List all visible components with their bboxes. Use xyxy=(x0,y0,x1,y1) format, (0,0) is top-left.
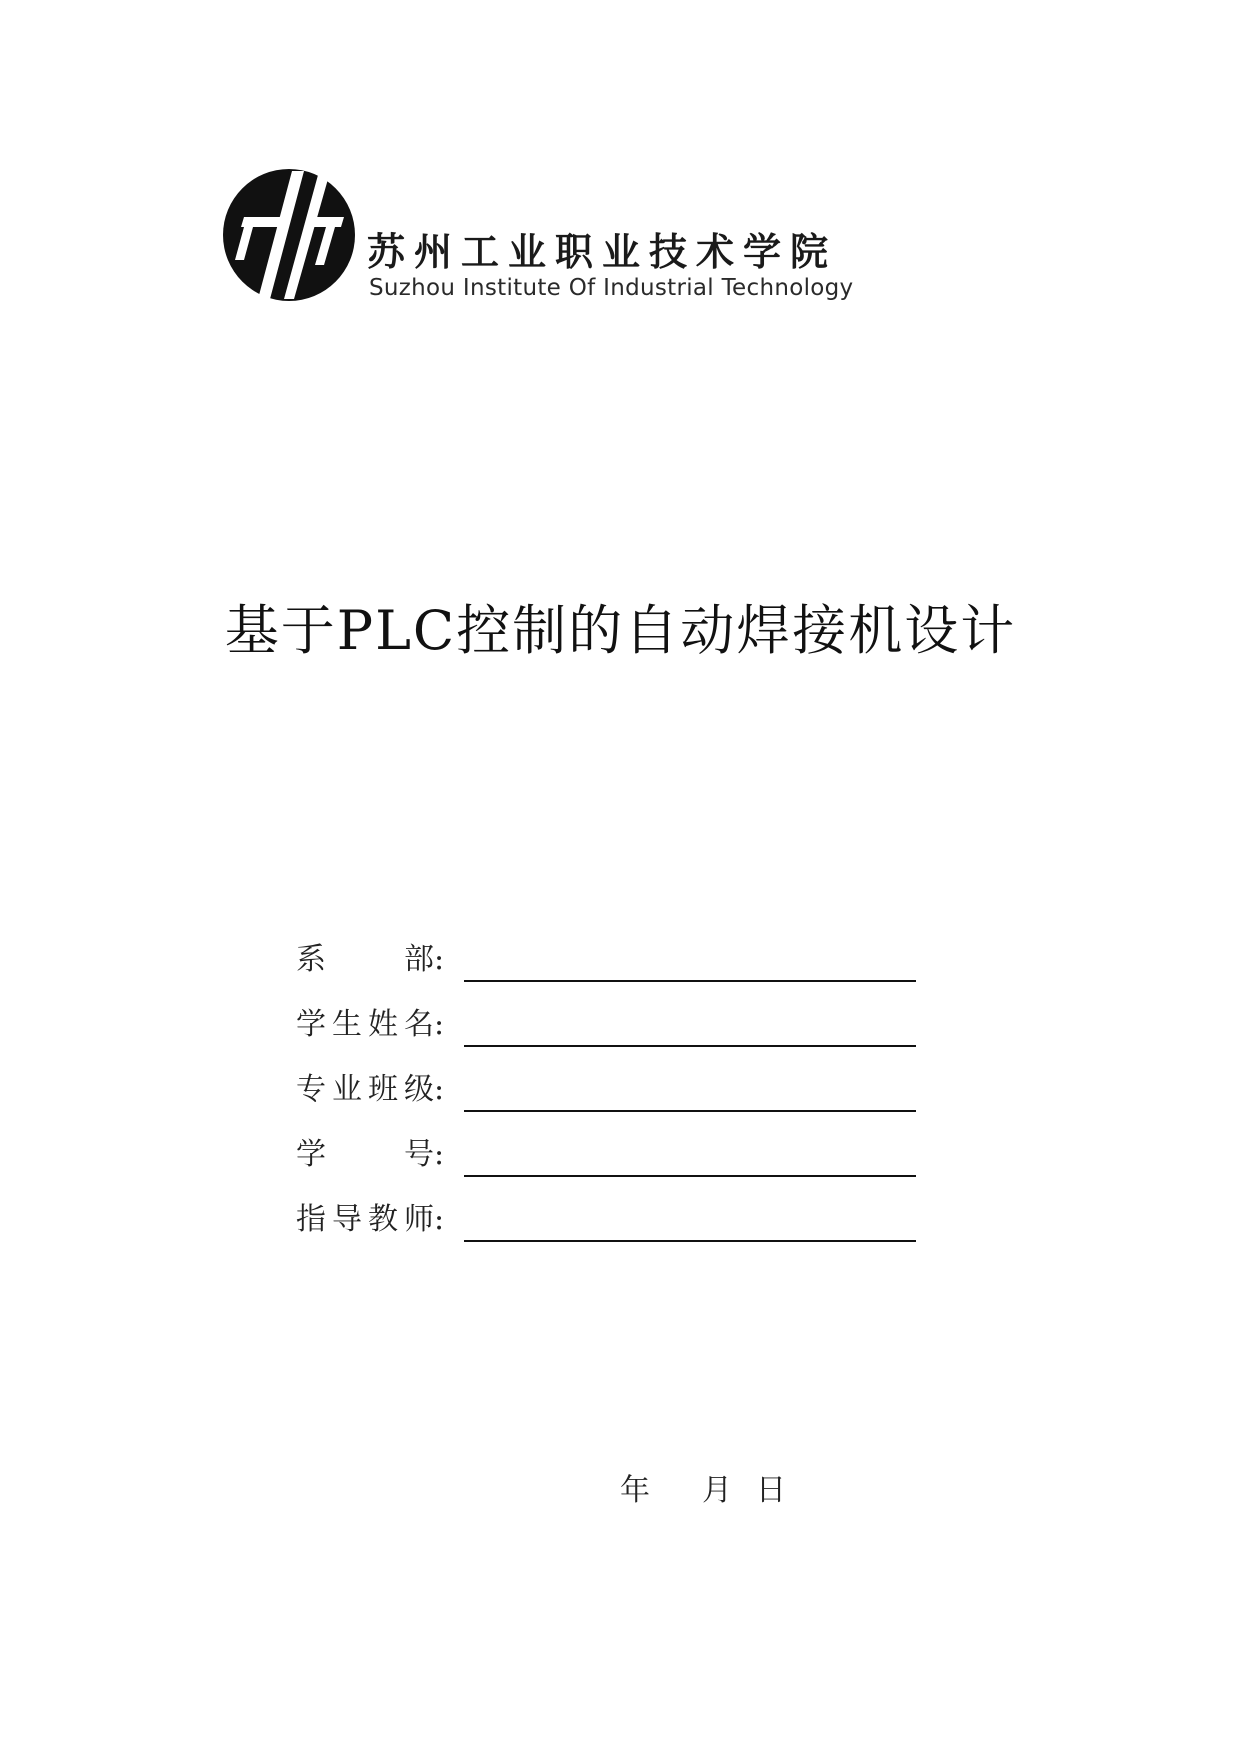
date-day-label: 日 xyxy=(756,1473,786,1508)
info-label: 专 业 班 级 xyxy=(296,1072,434,1107)
date-year-label: 年 xyxy=(620,1473,650,1508)
info-label: 系 部 xyxy=(296,942,434,977)
school-name-cn: 苏州工业职业技术学院 xyxy=(367,230,838,274)
info-row xyxy=(296,1135,936,1200)
info-blank-line[interactable] xyxy=(464,1045,916,1047)
school-name-en: Suzhou Institute Of Industrial Technology xyxy=(369,275,854,301)
info-colon: : xyxy=(434,1202,445,1237)
info-label: 学 号 xyxy=(296,1137,434,1172)
school-emblem-icon xyxy=(222,165,357,305)
info-colon: : xyxy=(434,1007,445,1042)
info-blank-line[interactable] xyxy=(464,1110,916,1112)
date-month-label: 月 xyxy=(702,1473,732,1508)
info-label: 指 导 教 师 xyxy=(296,1202,434,1237)
student-info-form xyxy=(296,940,936,1265)
info-colon: : xyxy=(434,942,445,977)
info-row xyxy=(296,1070,936,1135)
info-row xyxy=(296,1200,936,1265)
info-blank-line[interactable] xyxy=(464,1175,916,1177)
info-blank-line[interactable] xyxy=(464,1240,916,1242)
info-colon: : xyxy=(434,1072,445,1107)
info-label: 学 生 姓 名 xyxy=(296,1007,434,1042)
info-row xyxy=(296,940,936,1005)
info-colon: : xyxy=(434,1137,445,1172)
school-logo-block xyxy=(222,165,854,310)
info-row xyxy=(296,1005,936,1070)
thesis-title: 基于PLC控制的自动焊接机设计 xyxy=(224,599,1017,662)
info-blank-line[interactable] xyxy=(464,980,916,982)
